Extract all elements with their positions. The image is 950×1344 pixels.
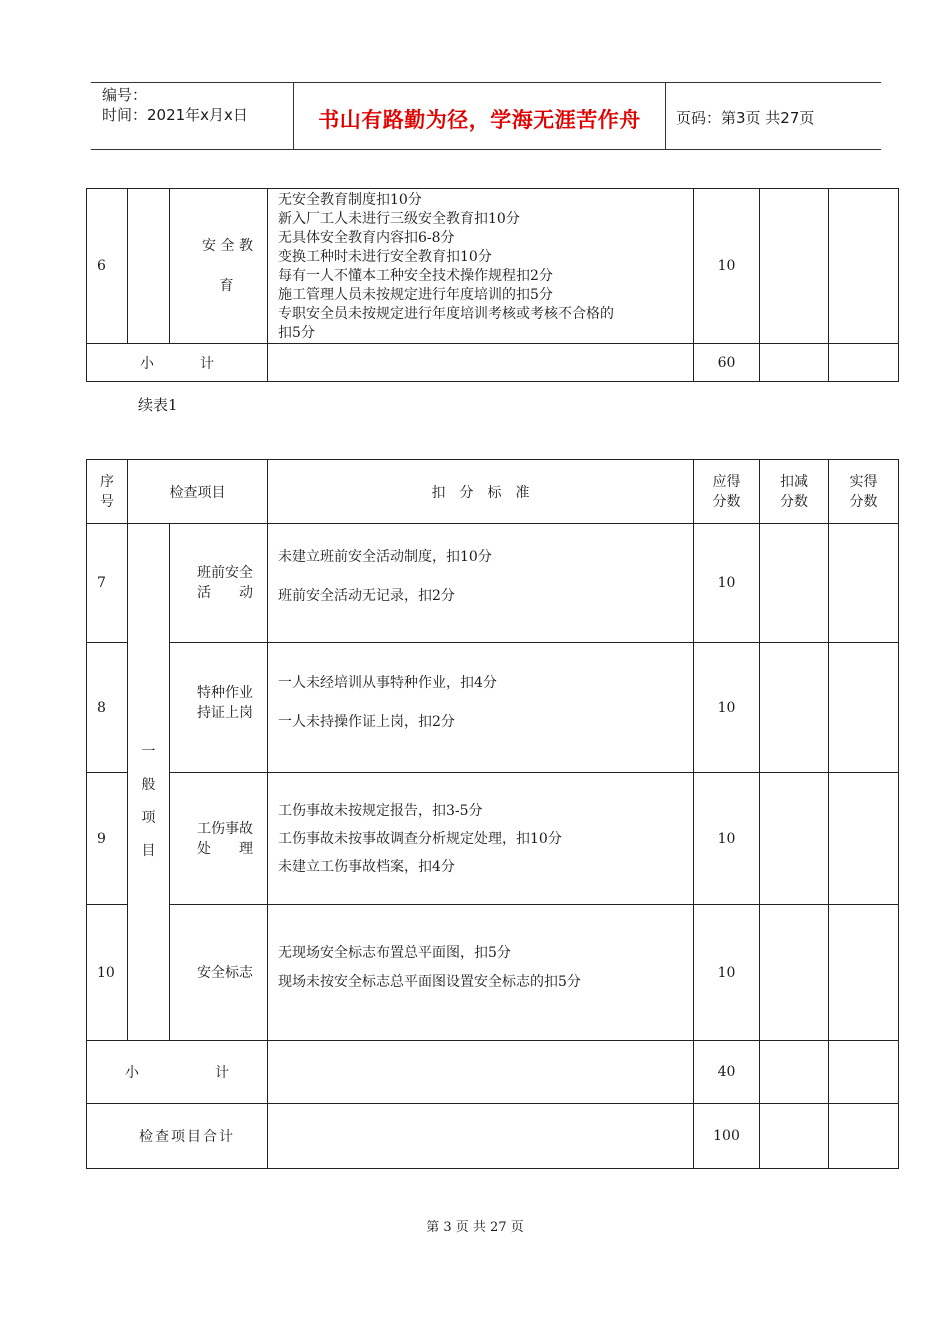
- total-criteria: [268, 1104, 694, 1169]
- subtotal-score: 40: [694, 1041, 760, 1104]
- category-cell: [128, 189, 170, 344]
- criteria-line: 一人未经培训从事特种作业，扣4分: [278, 674, 497, 691]
- criteria-line: 专职安全员未按规定进行年度培训考核或考核不合格的: [278, 306, 614, 322]
- category-char: 一: [141, 744, 156, 760]
- safety-education-table: [86, 188, 899, 382]
- category-char: 项: [141, 810, 156, 826]
- subtotal-deducted[interactable]: [760, 1041, 829, 1104]
- category-char: 般: [141, 777, 156, 793]
- criteria-line: 扣5分: [278, 325, 315, 341]
- subtotal-criteria: [268, 1041, 694, 1104]
- criteria-cell: [268, 189, 694, 344]
- row-number: 9: [87, 773, 128, 905]
- subtotal-row: [87, 1041, 899, 1104]
- header-no: 序 号: [87, 460, 128, 524]
- criteria-cell: [268, 905, 694, 1041]
- category-char: 目: [141, 843, 156, 859]
- subtotal-criteria: [268, 344, 694, 382]
- deducted-score[interactable]: [760, 773, 829, 905]
- actual-score[interactable]: [829, 524, 899, 643]
- table-row: [87, 524, 899, 643]
- item-name: 安全标志: [170, 905, 268, 1041]
- row-number: 10: [87, 905, 128, 1041]
- row-number: 8: [87, 643, 128, 773]
- header-page-label: 页码：第3页 共27页: [676, 109, 815, 127]
- subtotal-label: 小 计: [87, 344, 268, 382]
- due-score: 10: [694, 189, 760, 344]
- criteria-line: 工伤事故未按事故调查分析规定处理，扣10分: [278, 830, 562, 847]
- deducted-score[interactable]: [760, 189, 829, 344]
- due-score: 10: [694, 773, 760, 905]
- item-name: [170, 189, 268, 344]
- header-item: 检查项目: [128, 460, 268, 524]
- criteria-line: 施工管理人员未按规定进行年度培训的扣5分: [278, 287, 553, 303]
- category-general: [128, 524, 170, 1041]
- table-row: [87, 905, 899, 1041]
- header-actual-score: 实得 分数: [829, 460, 899, 524]
- criteria-line: 班前安全活动无记录，扣2分: [278, 588, 455, 604]
- criteria-line: 每有一人不懂本工种安全技术操作规程扣2分: [278, 268, 553, 284]
- actual-score[interactable]: [829, 905, 899, 1041]
- header-motto: 书山有路勤为径，学海无涯苦作舟: [318, 108, 641, 132]
- deducted-score[interactable]: [760, 905, 829, 1041]
- header-bottom-rule: [91, 149, 881, 150]
- table-row: [87, 643, 899, 773]
- subtotal-deducted[interactable]: [760, 344, 829, 382]
- item-name: 特种作业 持证上岗: [170, 643, 268, 773]
- criteria-line: 未建立工伤事故档案，扣4分: [278, 858, 455, 875]
- due-score: 10: [694, 905, 760, 1041]
- item-name-line-2: 育: [219, 278, 234, 294]
- criteria-line: 未建立班前安全活动制度，扣10分: [278, 549, 492, 565]
- subtotal-actual[interactable]: [829, 1041, 899, 1104]
- criteria-line: 变换工种时未进行安全教育扣10分: [278, 249, 492, 265]
- criteria-line: 新入厂工人未进行三级安全教育扣10分: [278, 211, 520, 227]
- table-row: [87, 773, 899, 905]
- document-time-label: 时间：2021年x月x日: [102, 106, 248, 124]
- subtotal-label: 小 计: [87, 1041, 268, 1104]
- inspection-table: [86, 459, 899, 1169]
- criteria-line: 工伤事故未按规定报告，扣3-5分: [278, 802, 483, 819]
- item-name: 班前安全 活 动: [170, 524, 268, 643]
- deducted-score[interactable]: [760, 643, 829, 773]
- criteria-line: 无具体安全教育内容扣6-8分: [278, 230, 455, 246]
- total-actual[interactable]: [829, 1104, 899, 1169]
- subtotal-actual[interactable]: [829, 344, 899, 382]
- header-top-rule: [91, 82, 881, 83]
- criteria-cell: [268, 773, 694, 905]
- total-score: 100: [694, 1104, 760, 1169]
- total-row: [87, 1104, 899, 1169]
- page-footer: 第 3 页 共 27 页: [426, 1220, 524, 1235]
- criteria-cell: [268, 524, 694, 643]
- header-criteria: 扣 分 标 准: [268, 460, 694, 524]
- header-deducted-score: 扣减 分数: [760, 460, 829, 524]
- deducted-score[interactable]: [760, 524, 829, 643]
- document-code-label: 编号：: [102, 86, 148, 104]
- criteria-line: 无安全教育制度扣10分: [278, 192, 422, 208]
- row-number: 6: [87, 189, 128, 344]
- criteria-line: 无现场安全标志布置总平面图，扣5分: [278, 944, 511, 961]
- item-name: 工伤事故 处 理: [170, 773, 268, 905]
- actual-score[interactable]: [829, 773, 899, 905]
- subtotal-score: 60: [694, 344, 760, 382]
- criteria-cell: [268, 643, 694, 773]
- due-score: 10: [694, 643, 760, 773]
- due-score: 10: [694, 524, 760, 643]
- total-deducted[interactable]: [760, 1104, 829, 1169]
- total-label: 检查项目合计: [87, 1104, 268, 1169]
- subtotal-row: [87, 344, 899, 382]
- header-due-score: 应得 分数: [694, 460, 760, 524]
- actual-score[interactable]: [829, 643, 899, 773]
- table-row-6: [87, 189, 899, 344]
- criteria-line: 一人未持操作证上岗，扣2分: [278, 713, 455, 730]
- table-header-row: [87, 460, 899, 524]
- continued-label: 续表1: [138, 396, 178, 414]
- actual-score[interactable]: [829, 189, 899, 344]
- row-number: 7: [87, 524, 128, 643]
- item-name-line-1: 安 全 教: [202, 238, 253, 254]
- criteria-line: 现场未按安全标志总平面图设置安全标志的扣5分: [278, 973, 581, 990]
